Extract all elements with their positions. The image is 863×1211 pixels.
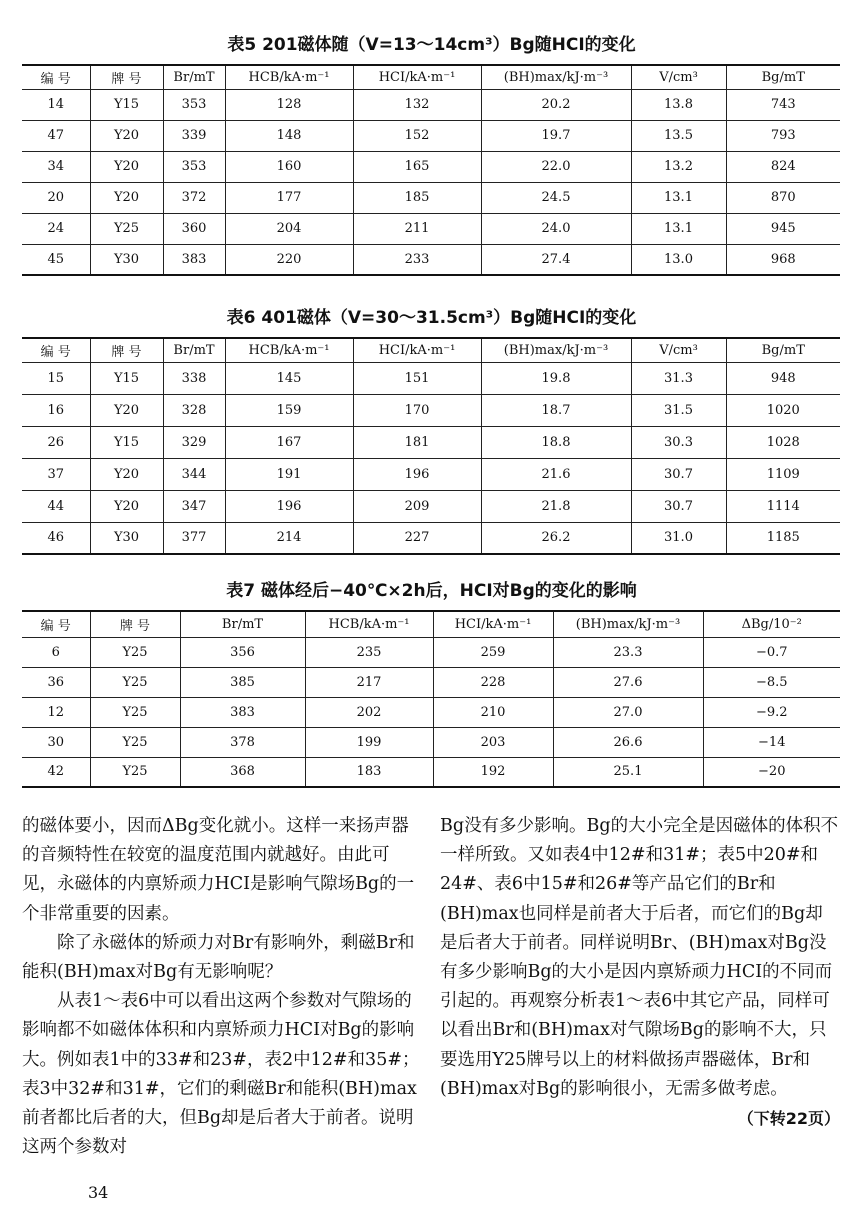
table-cell: Y25 [90,637,180,667]
table-row [22,727,840,757]
table-cell: 13.0 [631,244,726,275]
table-cell: 26 [22,426,90,458]
column-header: HCB/kA·m⁻¹ [225,65,353,89]
table-row [22,362,840,394]
table-cell: 148 [225,120,353,151]
table-cell: 20.2 [481,89,631,120]
column-header: 编 号 [22,65,90,89]
continued-note: （下转22页） [737,1109,840,1129]
column-header: Br/mT [163,338,225,362]
table-cell: Y20 [90,182,163,213]
table-cell: 16 [22,394,90,426]
table-cell: −8.5 [703,667,840,697]
table-row [22,244,840,275]
right-paragraph-text: Bg没有多少影响。Bg的大小完全是因磁体的体积不一样所致。又如表4中12#和31#；表5中20#和24#、表6中15#和26#等产品它们的Br和(BH)max也同样是前者大于后者，而它们的Bg却是后者大于前者。同样说明Br、(BH)max对Bg没有多少影响Bg的大小是因内禀矫顽力HCI的不同而引起的。再观察分析表1～表6中其它产品，同样可以看出Br和(BH)max对气隙场Bg的影响不大，只要选用Y25牌号以上的材料做扬声器磁体，Br和(BH)max对Bg的影响很小，无需多做考虑。 [440,816,839,1099]
column-header: (BH)max/kJ·m⁻³ [553,611,703,637]
table-cell: 30 [22,727,90,757]
table-row [22,637,840,667]
table-cell: 26.6 [553,727,703,757]
table-cell: 328 [163,394,225,426]
table-row [22,697,840,727]
table-cell: 14 [22,89,90,120]
table-cell: 46 [22,522,90,554]
table-row [22,182,840,213]
column-header: 编 号 [22,338,90,362]
column-header: Bg/mT [726,338,840,362]
table-cell: Y20 [90,151,163,182]
table-cell: 383 [163,244,225,275]
table-cell: 377 [163,522,225,554]
table-cell: 385 [180,667,305,697]
table-cell: 13.1 [631,182,726,213]
table-row [22,151,840,182]
table-cell: 210 [433,697,553,727]
table-cell: 45 [22,244,90,275]
table-row [22,426,840,458]
table-cell: 192 [433,757,553,787]
table-cell: 31.3 [631,362,726,394]
table-cell: 202 [305,697,433,727]
table-cell: 24.5 [481,182,631,213]
table-cell: 47 [22,120,90,151]
table-cell: 27.6 [553,667,703,697]
table-cell: 34 [22,151,90,182]
column-header: V/cm³ [631,338,726,362]
table-cell: 743 [726,89,840,120]
column-header: (BH)max/kJ·m⁻³ [481,65,631,89]
table-cell: 21.8 [481,490,631,522]
column-header: 牌 号 [90,611,180,637]
table-cell: 160 [225,151,353,182]
table-cell: 378 [180,727,305,757]
table-cell: 824 [726,151,840,182]
right-column [440,812,840,1133]
column-header: HCB/kA·m⁻¹ [305,611,433,637]
left-paragraph-1: 的磁体要小，因而ΔBg变化就小。这样一来扬声器的音频特性在较宽的温度范围内就越好。由此可见，永磁体的内禀矫顽力HCI是影响气隙场Bg的一个非常重要的因素。 [22,816,415,924]
table-cell: 1185 [726,522,840,554]
table-row [22,757,840,787]
column-header: HCI/kA·m⁻¹ [353,65,481,89]
table-cell: 235 [305,637,433,667]
table-cell: 44 [22,490,90,522]
table-cell: 339 [163,120,225,151]
table-cell: 25.1 [553,757,703,787]
table-cell: 209 [353,490,481,522]
column-header: HCB/kA·m⁻¹ [225,338,353,362]
table-cell: 368 [180,757,305,787]
column-header: 牌 号 [90,65,163,89]
table-cell: 20 [22,182,90,213]
table-cell: 344 [163,458,225,490]
table-cell: 6 [22,637,90,667]
table-cell: 199 [305,727,433,757]
table-cell: Y25 [90,757,180,787]
left-paragraph-2: 除了永磁体的矫顽力对Br有影响外，剩磁Br和能积(BH)max对Bg有无影响呢？ [22,932,415,983]
table-row [22,89,840,120]
column-header: ΔBg/10⁻² [703,611,840,637]
table-cell: 159 [225,394,353,426]
table7 [22,610,840,788]
table-cell: 170 [353,394,481,426]
column-header: (BH)max/kJ·m⁻³ [481,338,631,362]
table-cell: 196 [225,490,353,522]
table-cell: 191 [225,458,353,490]
table-cell: 18.7 [481,394,631,426]
table-row [22,522,840,554]
table-cell: 12 [22,697,90,727]
page-number: 34 [88,1183,109,1202]
table-cell: Y20 [90,120,163,151]
table-cell: 185 [353,182,481,213]
left-paragraph-3: 从表1～表6中可以看出这两个参数对气隙场的影响都不如磁体体积和内禀矫顽力HCI对Bg的影响大。例如表1中的33#和23#，表2中12#和35#；表3中32#和31#，它们的剩磁Br和能积(BH)max前者都比后者的大，但Bg却是后者大于前者。说明这两个参数对 [22,991,420,1158]
table-cell: Y25 [90,727,180,757]
table-cell: 1028 [726,426,840,458]
table7-caption: 表7 磁体经后−40℃×2h后，HCI对Bg的变化的影响 [226,581,637,601]
table-cell: 31.0 [631,522,726,554]
table-cell: 27.0 [553,697,703,727]
table-cell: 181 [353,426,481,458]
table-row [22,667,840,697]
table-cell: 145 [225,362,353,394]
table-cell: 329 [163,426,225,458]
table-cell: 214 [225,522,353,554]
table-row [22,213,840,244]
table-cell: 353 [163,151,225,182]
table-cell: 259 [433,637,553,667]
table6-caption: 表6 401磁体（V=30～31.5cm³）Bg随HCI的变化 [226,308,637,328]
table-cell: 233 [353,244,481,275]
table-cell: 37 [22,458,90,490]
table-cell: 19.8 [481,362,631,394]
table-cell: Y30 [90,244,163,275]
table-cell: Y20 [90,490,163,522]
table-cell: 196 [353,458,481,490]
table-cell: 19.7 [481,120,631,151]
table-cell: 353 [163,89,225,120]
table-cell: −20 [703,757,840,787]
table-cell: 30.3 [631,426,726,458]
column-header: Bg/mT [726,65,840,89]
table-cell: 30.7 [631,490,726,522]
table-header-row [22,65,840,89]
table-cell: 217 [305,667,433,697]
column-header: HCI/kA·m⁻¹ [433,611,553,637]
table-cell: 356 [180,637,305,667]
column-header: Br/mT [163,65,225,89]
table-cell: 1114 [726,490,840,522]
table-cell: 793 [726,120,840,151]
table-cell: 27.4 [481,244,631,275]
column-header: 牌 号 [90,338,163,362]
table-header-row [22,338,840,362]
table-cell: Y25 [90,213,163,244]
table-cell: 26.2 [481,522,631,554]
table5 [22,64,840,276]
table-cell: 1109 [726,458,840,490]
table-cell: 18.8 [481,426,631,458]
table-cell: 36 [22,667,90,697]
table-cell: 151 [353,362,481,394]
table-cell: Y20 [90,458,163,490]
table-cell: 128 [225,89,353,120]
table-cell: 165 [353,151,481,182]
table-cell: Y30 [90,522,163,554]
table-cell: 228 [433,667,553,697]
table-cell: 347 [163,490,225,522]
table-cell: Y20 [90,394,163,426]
table-cell: 372 [163,182,225,213]
table-cell: 204 [225,213,353,244]
table-cell: 948 [726,362,840,394]
table-cell: 42 [22,757,90,787]
table-cell: 22.0 [481,151,631,182]
table-cell: 338 [163,362,225,394]
table-cell: Y15 [90,426,163,458]
table-cell: Y15 [90,362,163,394]
table-cell: 24.0 [481,213,631,244]
table-cell: 870 [726,182,840,213]
table-cell: −9.2 [703,697,840,727]
table-cell: 152 [353,120,481,151]
table-cell: 132 [353,89,481,120]
table-cell: 360 [163,213,225,244]
table-cell: 15 [22,362,90,394]
table-cell: 177 [225,182,353,213]
table-cell: 13.8 [631,89,726,120]
right-paragraph-1 [440,812,840,1129]
table-cell: 13.1 [631,213,726,244]
table-cell: Y25 [90,697,180,727]
table-cell: 23.3 [553,637,703,667]
table-cell: 211 [353,213,481,244]
table-cell: 13.2 [631,151,726,182]
table-cell: 945 [726,213,840,244]
table-cell: 183 [305,757,433,787]
table-cell: Y15 [90,89,163,120]
table-cell: 21.6 [481,458,631,490]
table-cell: 220 [225,244,353,275]
table-cell: −0.7 [703,637,840,667]
table6 [22,337,840,555]
table-header-row [22,611,840,637]
table-cell: Y25 [90,667,180,697]
table-cell: 31.5 [631,394,726,426]
table-row [22,394,840,426]
table-cell: 968 [726,244,840,275]
table-row [22,120,840,151]
column-header: 编 号 [22,611,90,637]
table-row [22,490,840,522]
table-cell: 13.5 [631,120,726,151]
table-cell: 227 [353,522,481,554]
table-cell: 30.7 [631,458,726,490]
table-cell: 1020 [726,394,840,426]
table-cell: 24 [22,213,90,244]
left-column [22,812,422,1162]
table-cell: 383 [180,697,305,727]
column-header: Br/mT [180,611,305,637]
column-header: HCI/kA·m⁻¹ [353,338,481,362]
table-row [22,458,840,490]
table-cell: −14 [703,727,840,757]
table-cell: 167 [225,426,353,458]
column-header: V/cm³ [631,65,726,89]
table-cell: 203 [433,727,553,757]
table5-caption: 表5 201磁体随（V=13～14cm³）Bg随HCI的变化 [227,35,636,55]
